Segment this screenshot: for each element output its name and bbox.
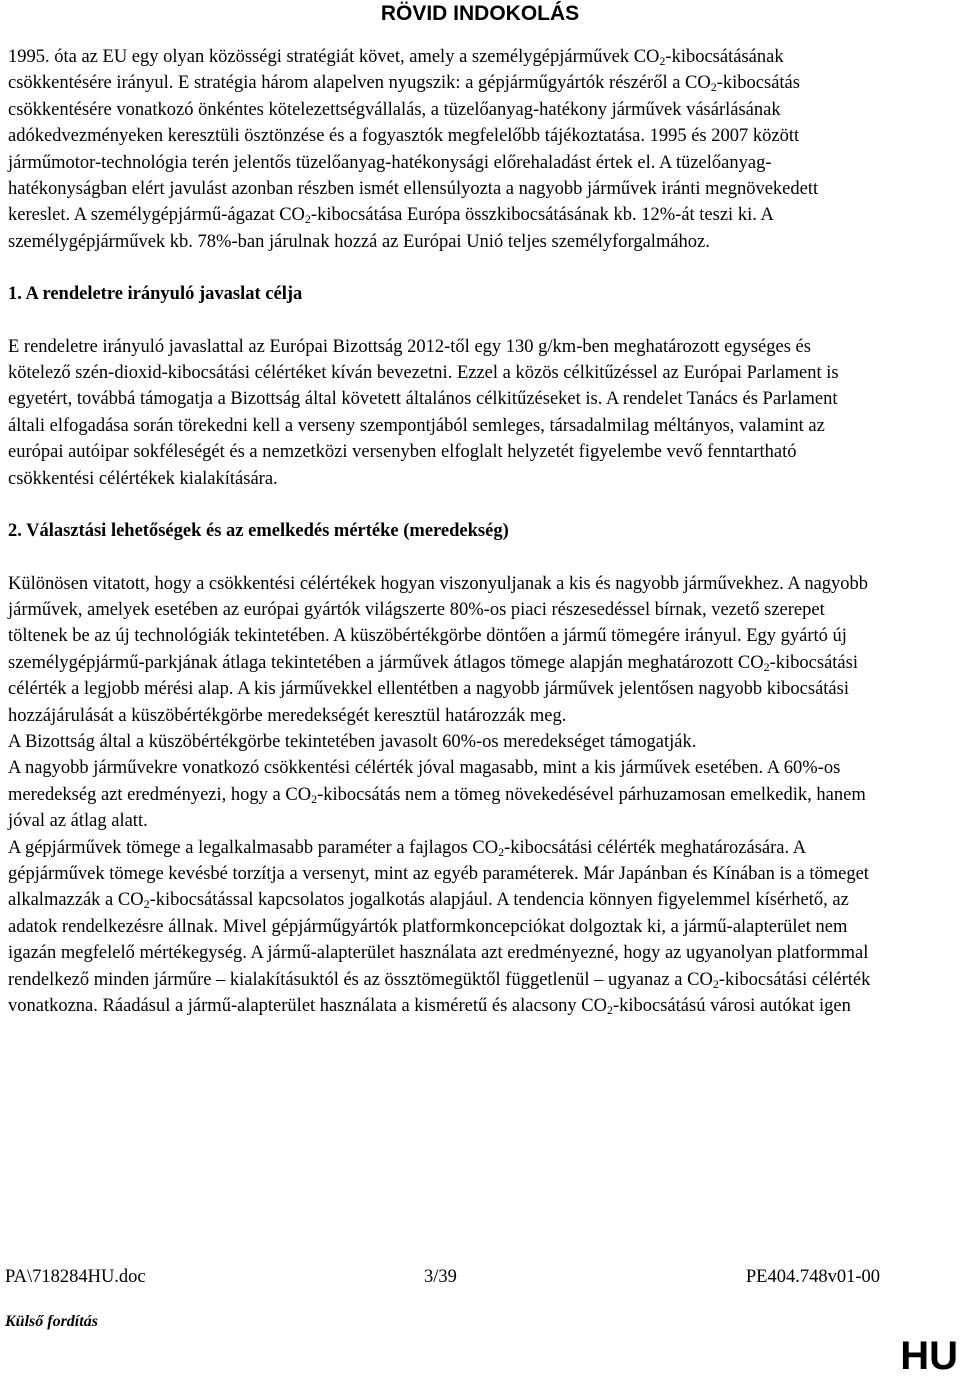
para-text: -kibocsátási célérték a legjobb mérési alap. A kis járművekkel ellentétben a nagyobb járművek jelentősen nagyobb kibocsátási hozzájárulását a küszöbértékgörbe meredekségét keresztül határozzák meg.	[8, 652, 858, 726]
subscript: 2	[710, 80, 717, 95]
section-2-paragraph-4	[8, 835, 874, 1020]
subscript: 2	[763, 659, 770, 674]
document-body	[8, 44, 874, 1019]
para-text: A nagyobb járművekre vonatkozó csökkentési célérték jóval magasabb, mint a kis járművek esetében. A 60%-os meredekség azt eredményezi, hogy a CO	[8, 758, 841, 805]
language-code: HU	[900, 1334, 958, 1378]
para-text: A gépjárművek tömege a legalkalmasabb paraméter a fajlagos CO	[8, 837, 499, 858]
subscript: 2	[606, 1003, 613, 1017]
page-title: RÖVID INDOKOLÁS	[380, 2, 580, 25]
document-id: PE404.748v01-00	[745, 1267, 880, 1287]
section-2-paragraph-2: A Bizottság által a küszöbértékgörbe tekintetében javasolt 60%-os meredekséget támogatják.	[8, 731, 697, 752]
subscript: 2	[311, 791, 318, 806]
section-2-heading: 2. Választási lehetőségek és az emelkedés mértéke (meredekség)	[8, 521, 509, 542]
section-2-paragraph-3	[8, 755, 874, 834]
section-1-paragraph: E rendeletre irányuló javaslattal az Európai Bizottság 2012-től egy 130 g/km-ben meghatározott egységes és kötelező szén-dioxid-kibocsátási célértéket kíván bevezetni. Ezzel a közös célkitűzéssel az Európai Parlament is egyetért, továbbá támogatja a Bizottság által követett általános célkitűzéseket is. A rendelet Tanács és Parlament általi elfogadása során törekedni kell a verseny szempontjából semleges, társadalmilag méltányos, valamint az európai autóipar sokféleségét és a nemzetközi versenyben elfoglalt helyzetét figyelembe vevő fenntartható csökkentési célértékek kialakítására.	[8, 336, 839, 489]
para-text: -kibocsátási célérték meghatározására. A gépjárművek tömege kevésbé torzítja a versenyt, mint az egyéb paraméterek. Már Japánban és Kínában is a tömeget alkalmazzák a CO	[8, 837, 869, 911]
intro-text-1: 1995. óta az EU egy olyan közösségi stratégiát követ, amely a személygépjárművek CO	[8, 47, 660, 67]
section-1-heading: 1. A rendeletre irányuló javaslat célja	[8, 284, 303, 305]
subscript: 2	[712, 976, 719, 991]
external-translation-label: Külső fordítás	[5, 1313, 98, 1330]
intro-text-4: -kibocsátása Európa összkibocsátásának kb. 12%-át teszi ki. A személygépjárművek kb. 78%-ban járulnak hozzá az Európai Unió teljes személyforgalmához.	[8, 205, 773, 252]
section-2-paragraph-1	[8, 571, 874, 729]
intro-text-2: -kibocsátásának csökkentésére irányul. E stratégia három alapelven nyugszik: a gépjárműgyártók részéről a CO	[8, 47, 784, 94]
subscript: 2	[659, 54, 666, 68]
subscript: 2	[498, 844, 505, 859]
subscript: 2	[304, 212, 311, 227]
para-text: -kibocsátású városi autókat igen	[612, 996, 851, 1016]
document-reference: PA\718284HU.doc	[5, 1267, 146, 1287]
para-text: -kibocsátás nem a tömeg növekedésével párhuzamosan emelkedik, hanem jóval az átlag alatt.	[8, 784, 866, 832]
page-number: 3/39	[424, 1267, 457, 1287]
intro-paragraph	[8, 44, 874, 255]
subscript: 2	[143, 897, 150, 912]
para-text: -kibocsátási célérték vonatkozna. Ráadásul a jármű-alapterület használata a kisméretű és alacsony CO	[8, 969, 871, 1016]
para-text: Különösen vitatott, hogy a csökkentési célértékek hogyan viszonyuljanak a kis és nagyobb járművekhez. A nagyobb járművek, amelyek esetében az európai gyártók világszerte 80%-os piaci részesedéssel bírnak, vezető szerepet töltenek be az új technológiák tekintetében. A küszöbértékgörbe döntően a jármű tömegére irányul. Egy gyártó új személygépjármű-parkjának átlaga tekintetében a járművek átlagos tömege alapján meghatározott CO	[8, 573, 869, 673]
para-text: -kibocsátással kapcsolatos jogalkotás alapjául. A tendencia könnyen figyelemmel kísérhető, az adatok rendelkezésre állnak. Mivel gépjárműgyártók platformkoncepciókat dolgoztak ki, a jármű-alapterület nem igazán megfelelő mértékegység. A jármű-alapterület használata azt eredményezné, hogy az ugyanolyan platformmal rendelkező minden járműre – kialakításuktól és az össztömegüktől függetlenül – ugyanaz a CO	[8, 890, 869, 990]
intro-text-3: -kibocsátás csökkentésére vonatkozó önkéntes kötelezettségvállalás, a tüzelőanyag-hatékony járművek vásárlásának adókedvezményeken keresztüli ösztönzése és a fogyasztók megfelelőbb tájékoztatása. 1995 és 2007 között járműmotor-technológia terén jelentős tüzelőanyag-hatékonysági előrehaladást értek el. A tüzelőanyag-hatékonyságban elért javulást azonban részben ismét ellensúlyozta a nagyobb járművek iránti megnövekedett kereslet. A személygépjármű-ágazat CO	[8, 73, 819, 226]
